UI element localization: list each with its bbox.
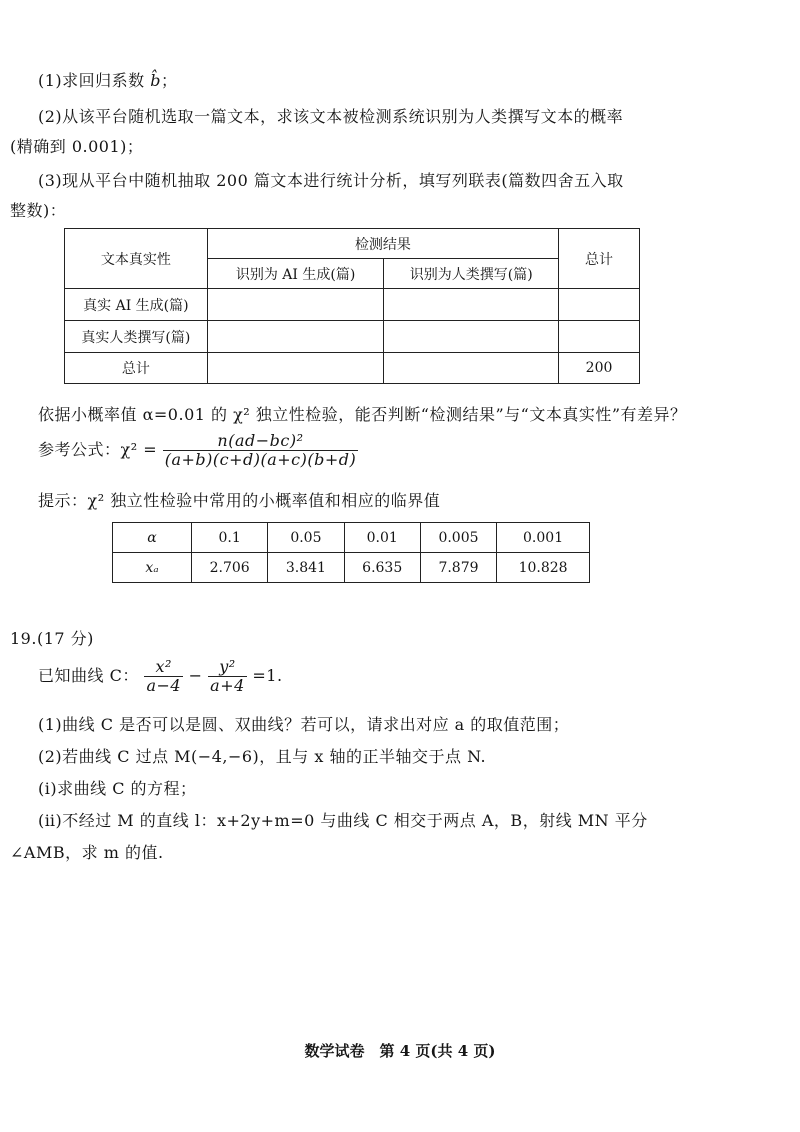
cell-empty	[207, 321, 384, 353]
page-footer: 数学试卷 第 4 页(共 4 页)	[304, 1042, 496, 1060]
cell-empty	[559, 289, 640, 321]
q18-part1: (1)求回归系数 b̂；	[38, 71, 178, 90]
critical-value: 2.706	[192, 553, 268, 583]
q19-part1: (1)曲线 C 是否可以是圆、双曲线？若可以，请求出对应 a 的取值范围；	[38, 715, 570, 734]
critical-value: 3.841	[268, 553, 344, 583]
formula-fraction: $\frac{\text{n(ad−bc)²}}{(a+b)(c+d)(a+c)(b+d)}$	[164, 431, 357, 469]
q19-part2ii-line1: (ⅱ)不经过 M 的直线 l：x+2y+m=0 与曲线 C 相交于两点 A，B，射线 MN 平分	[38, 811, 648, 830]
row-human-label: 真实人类撰写(篇)	[65, 321, 208, 353]
grand-total: 200	[559, 353, 640, 384]
critical-value: 6.635	[344, 553, 420, 583]
row-total-label: 总计	[65, 353, 208, 384]
alpha-value: 0.05	[268, 523, 344, 553]
reference-formula: 参考公式：χ² = $\frac{\text{n(ad−bc)²}}{(a+b)(c+d)(a+c)(b+d)}$	[38, 431, 357, 469]
q18-part3-line1: (3)现从平台中随机抽取 200 篇文本进行统计分析，填写列联表(篇数四舍五入取	[38, 171, 624, 190]
table-row	[65, 353, 640, 384]
fraction-x: $\frac{\text{x²}}{a-4}$	[146, 657, 182, 695]
x-alpha-label: xₐ	[113, 553, 192, 583]
header-detect: 检测结果	[207, 229, 558, 259]
table-row	[65, 289, 640, 321]
q18-part2-line1: (2)从该平台随机选取一篇文本，求该文本被检测系统识别为人类撰写文本的概率	[38, 107, 624, 126]
q19-part2ii-line2: ∠AMB，求 m 的值.	[10, 843, 164, 862]
q18-part2-line2: (精确到 0.001)；	[10, 137, 144, 156]
cell-empty	[559, 321, 640, 353]
cell-empty	[384, 321, 559, 353]
q18-question: 依据小概率值 α=0.01 的 χ² 独立性检验，能否判断“检测结果”与“文本真实性”有差异？	[38, 405, 687, 424]
table-row	[65, 321, 640, 353]
q19-curve: 已知曲线 C： $\frac{\text{x²}}{a-4}$ − $\frac{\text{y²}}{a+4}$ =1.	[38, 657, 283, 695]
fraction-y: $\frac{\text{y²}}{a+4}$	[210, 657, 245, 695]
cell-empty	[207, 353, 384, 384]
alpha-label: α	[113, 523, 192, 553]
header-ai: 识别为 AI 生成(篇)	[207, 259, 384, 289]
critical-value-table	[112, 522, 590, 583]
contingency-table	[64, 228, 640, 384]
cell-empty	[207, 289, 384, 321]
q18-part3-line2: 整数)：	[10, 201, 67, 220]
alpha-value: 0.001	[497, 523, 590, 553]
cell-empty	[384, 353, 559, 384]
table-row	[113, 523, 590, 553]
row-ai-label: 真实 AI 生成(篇)	[65, 289, 208, 321]
alpha-value: 0.1	[192, 523, 268, 553]
alpha-value: 0.005	[420, 523, 496, 553]
critical-value: 7.879	[420, 553, 496, 583]
table-row	[113, 553, 590, 583]
q18-hint: 提示：χ² 独立性检验中常用的小概率值和相应的临界值	[38, 491, 441, 510]
q19-heading: 19.(17 分)	[10, 629, 94, 648]
b-hat-symbol: b̂	[150, 71, 162, 90]
q19-part2: (2)若曲线 C 过点 M(−4,−6)，且与 x 轴的正半轴交于点 N.	[38, 747, 487, 766]
cell-empty	[384, 289, 559, 321]
header-total: 总计	[559, 229, 640, 289]
alpha-value: 0.01	[344, 523, 420, 553]
critical-value: 10.828	[497, 553, 590, 583]
header-human: 识别为人类撰写(篇)	[384, 259, 559, 289]
q19-part2i: (ⅰ)求曲线 C 的方程；	[38, 779, 197, 798]
header-truth: 文本真实性	[65, 229, 208, 289]
